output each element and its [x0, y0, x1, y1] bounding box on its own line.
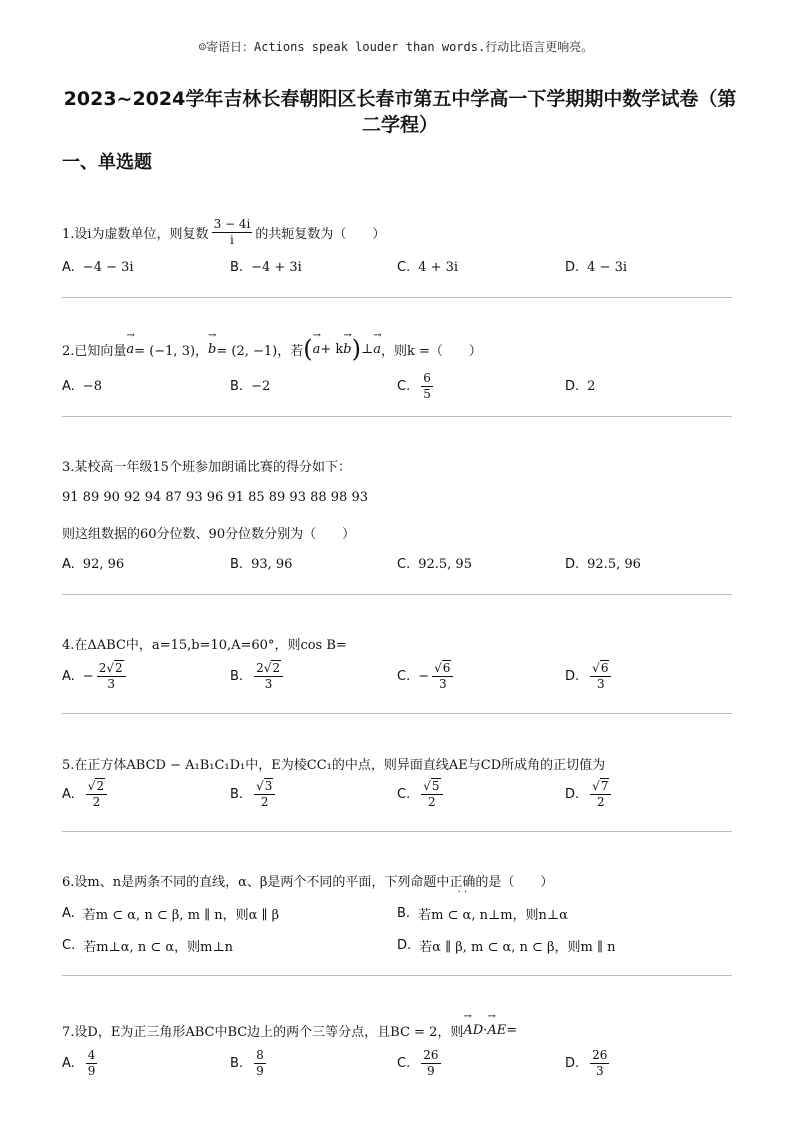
question-stem: 1.设i为虚数单位，则复数 $\frac{3 - 4i}{i}$ 的共轭复数为（ ）: [62, 216, 386, 247]
option-a[interactable]: A. 92, 96: [62, 556, 125, 572]
divider: [62, 594, 732, 595]
option-d[interactable]: D. $\frac{√7}{2}$: [565, 778, 614, 810]
question-stem: 7.设D，E为正三角形ABC中BC边上的两个三等分点，且BC = 2，则 → AD · → AE =: [62, 1015, 517, 1045]
option-a[interactable]: A. 若m ⊂ α, n ⊂ β, m ∥ n，则α ∥ β: [62, 905, 280, 923]
option-c[interactable]: C. $\frac{26}{9}$: [397, 1047, 439, 1078]
option-d[interactable]: D. 2: [565, 378, 596, 394]
option-a[interactable]: A. $\frac{√2}{2}$: [62, 778, 110, 810]
option-c[interactable]: C. − $\frac{√6}{3}$: [397, 660, 456, 692]
option-b[interactable]: B. −4 + 3i: [230, 259, 302, 275]
motto-line: ☺寄语日：Actions speak louder than words.行动比语言更响亮。: [198, 40, 594, 54]
emphasis-dotted: 正确 · ·: [449, 875, 476, 898]
option-a[interactable]: A. −4 − 3i: [62, 259, 134, 275]
option-d[interactable]: D. 92.5, 96: [565, 556, 641, 572]
option-b[interactable]: B. 若m ⊂ α, n⊥m，则n⊥α: [397, 905, 568, 923]
option-c[interactable]: C. $\frac{6}{5}$: [397, 370, 431, 401]
option-c[interactable]: C. 92.5, 95: [397, 556, 472, 572]
option-d[interactable]: D. $\frac{√6}{3}$: [565, 660, 614, 692]
option-b[interactable]: B. 93, 96: [230, 556, 293, 572]
divider: [62, 297, 732, 298]
question-stem: 2.已知向量 → a = (−1, 3)， → b = (2, −1)，若 ( → a + k → b ) ⊥ → a ，则k =（ ）: [62, 334, 482, 364]
page-title: [50, 86, 750, 138]
divider: [62, 975, 732, 976]
option-d[interactable]: D. 4 − 3i: [565, 259, 628, 275]
option-b[interactable]: B. $\frac{2√2}{3}$: [230, 660, 286, 692]
option-b[interactable]: B. $\frac{8}{9}$: [230, 1047, 264, 1078]
option-d[interactable]: D. $\frac{26}{3}$: [565, 1047, 608, 1078]
divider: [62, 713, 732, 714]
divider: [62, 416, 732, 417]
question-stem: 5.在正方体ABCD − A₁B₁C₁D₁中，E为棱CC₁的中点，则异面直线AE与CD所成角的正切值为: [62, 758, 606, 773]
option-c[interactable]: C. $\frac{√5}{2}$: [397, 778, 446, 810]
section-heading: 一、单选题: [62, 152, 152, 173]
question-stem: 4.在ΔABC中，a=15,b=10,A=60°，则cos B=: [62, 638, 347, 653]
title-line-1: 2023~2024学年吉林长春朝阳区长春市第五中学高一下学期期中数学试卷（第: [63, 88, 737, 110]
option-a[interactable]: A. − $\frac{2√2}{3}$: [62, 660, 129, 692]
vector-ad: → AD: [463, 1023, 483, 1038]
vector-b: → b: [208, 342, 216, 357]
option-c[interactable]: C. 4 + 3i: [397, 259, 459, 275]
option-b[interactable]: B. −2: [230, 378, 271, 394]
option-d[interactable]: D. 若α ∥ β, m ⊂ α, n ⊂ β，则m ∥ n: [397, 937, 616, 955]
vector-ae: → AE: [487, 1023, 506, 1038]
option-a[interactable]: A. $\frac{4}{9}$: [62, 1047, 96, 1078]
question-stem: 3.某校高一年级15个班参加朗诵比赛的得分如下：: [62, 460, 351, 475]
vector-a: → a: [126, 342, 134, 357]
score-list: 91 89 90 92 94 87 93 96 91 85 89 93 88 98 93: [62, 490, 368, 505]
question-stem: 6.设m、n是两条不同的直线，α、β是两个不同的平面，下列命题中正确 · · 的是（ ）: [62, 875, 554, 898]
fraction: $\frac{3 - 4i}{i}$: [213, 216, 251, 247]
option-c[interactable]: C. 若m⊥α, n ⊂ α，则m⊥n: [62, 937, 234, 955]
title-line-2: 二学程）: [361, 114, 438, 136]
question-ask: 则这组数据的60分位数、90分位数分别为（ ）: [62, 527, 356, 542]
option-b[interactable]: B. $\frac{√3}{2}$: [230, 778, 278, 810]
divider: [62, 831, 732, 832]
option-a[interactable]: A. −8: [62, 378, 102, 394]
